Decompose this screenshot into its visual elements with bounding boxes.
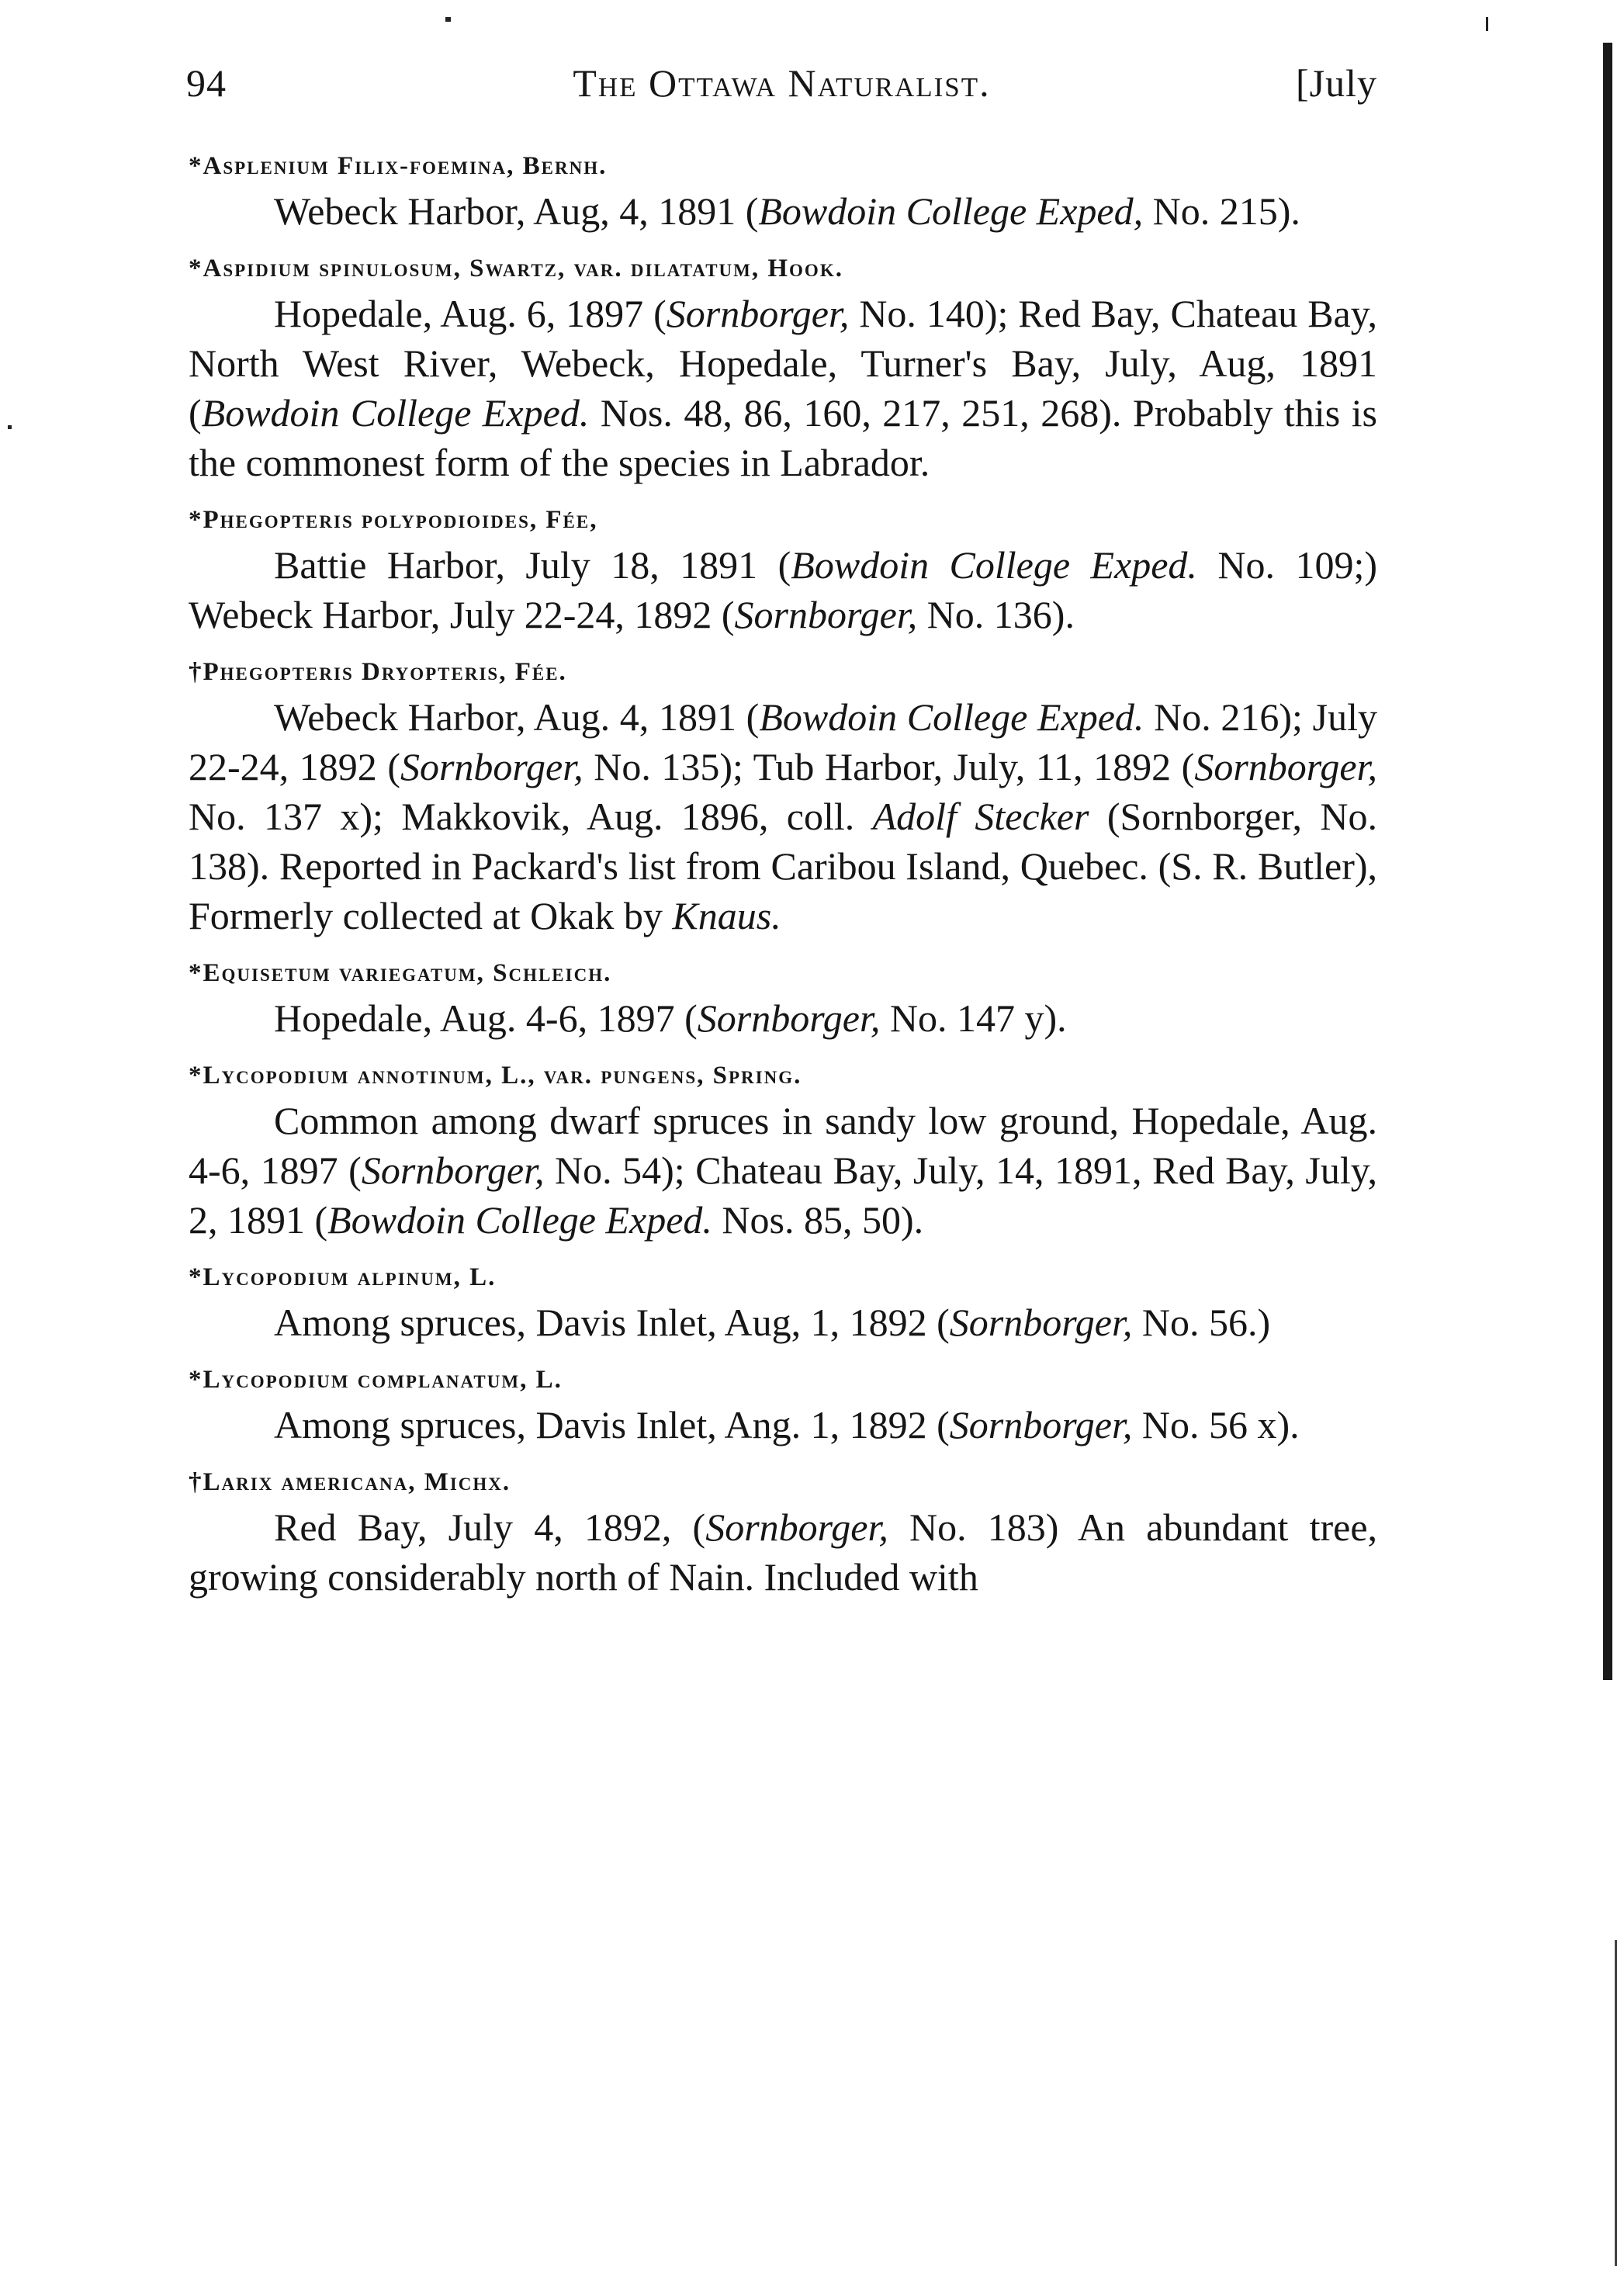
record-text: No. 56.) xyxy=(1132,1301,1271,1344)
page-header xyxy=(186,61,1377,123)
record-text: No. 54); Chateau Bay, July, 14, 1891, Red Bay, July, 2, 1891 ( xyxy=(189,1148,1377,1242)
record-text: No. 136). xyxy=(917,593,1075,636)
ink-speck xyxy=(1486,17,1488,31)
record-text: No. 216); July 22-24, 1892 ( xyxy=(189,695,1377,788)
record-text: Common among dwarf spruces in sandy low ground, Hopedale, Aug. 4-6, 1897 ( xyxy=(189,1099,1377,1192)
ink-speck xyxy=(8,425,12,429)
record-text: No. 56 x). xyxy=(1132,1403,1300,1446)
italic-citation: Sornborger, xyxy=(361,1148,545,1192)
record-text: Hopedale, Aug. 6, 1897 ( xyxy=(274,292,667,335)
italic-citation: Sornborger, xyxy=(697,996,881,1040)
species-entry xyxy=(189,655,1377,941)
species-heading: *Lycopodium alpinum, L. xyxy=(189,1263,497,1291)
species-heading: *Aspidium spinulosum, Swartz, var. dilatatum, Hook. xyxy=(189,255,843,282)
species-entry xyxy=(189,251,1377,487)
species-entry xyxy=(189,503,1377,639)
record-text: Red Bay, July 4, 1892, ( xyxy=(274,1505,706,1549)
species-entry xyxy=(189,149,1377,236)
record-text: Among spruces, Davis Inlet, Aug, 1, 1892 ( xyxy=(274,1301,950,1344)
record-text: Webeck Harbor, Aug, 4, 1891 ( xyxy=(274,189,759,233)
record-text: No. 215). xyxy=(1143,189,1300,233)
italic-citation: Bowdoin College Exped. xyxy=(791,543,1197,587)
italic-citation: Sornborger, xyxy=(666,292,850,335)
species-heading: *Phegopteris polypodioides, Fée, xyxy=(189,506,598,534)
species-record xyxy=(189,1297,1377,1347)
page-body xyxy=(189,149,1377,1617)
record-text: Among spruces, Davis Inlet, Ang. 1, 1892 ( xyxy=(274,1403,950,1446)
species-record xyxy=(189,1096,1377,1245)
species-heading: *Equisetum variegatum, Schleich. xyxy=(189,959,612,987)
issue-month: [July xyxy=(1296,61,1377,105)
italic-citation: Bowdoin College Exped. xyxy=(201,391,590,435)
italic-citation: Sornborger, xyxy=(734,593,918,636)
species-entry xyxy=(189,1260,1377,1347)
binding-edge-rule xyxy=(1603,43,1612,1680)
italic-citation: Sornborger, xyxy=(705,1505,888,1549)
species-entry xyxy=(189,1465,1377,1602)
record-text: No. 183) An abundant tree, growing considerably north of Nain. Included with xyxy=(189,1505,1378,1599)
species-heading: *Asplenium Filix-foemina, Bernh. xyxy=(189,152,608,180)
record-text: Hopedale, Aug. 4-6, 1897 ( xyxy=(274,996,698,1040)
species-record xyxy=(189,993,1377,1043)
record-text: No. 109;) Webeck Harbor, July 22-24, 1892 ( xyxy=(189,543,1377,636)
italic-citation: Sornborger, xyxy=(949,1301,1133,1344)
ink-speck xyxy=(445,17,451,22)
record-text: Nos. 48, 86, 160, 217, 251, 268). Probably this is the commonest form of the species in Labrador. xyxy=(189,391,1377,484)
italic-citation: Knaus. xyxy=(672,894,781,937)
record-text: Battie Harbor, July 18, 1891 ( xyxy=(274,543,791,587)
record-text: No. 137 x); Makkovik, Aug. 1896, coll. xyxy=(189,795,873,838)
journal-title: The Ottawa Naturalist. xyxy=(573,61,991,105)
species-heading: †Phegopteris Dryopteris, Fée. xyxy=(189,658,567,686)
italic-citation: Sornborger, xyxy=(1194,745,1377,788)
species-entry xyxy=(189,1363,1377,1450)
italic-citation: Adolf Stecker xyxy=(872,795,1089,838)
record-text: Nos. 85, 50). xyxy=(712,1198,924,1242)
species-record xyxy=(189,1400,1377,1450)
italic-citation: Bowdoin College Exped. xyxy=(327,1198,712,1242)
species-heading: *Lycopodium annotinum, L., var. pungens, Spring. xyxy=(189,1062,802,1090)
record-text: No. 140); Red Bay, Chateau Bay, North West River, Webeck, Hopedale, Turner's Bay, July, Aug, 1891 ( xyxy=(189,292,1377,435)
record-text: (Sornborger, No. 138). Reported in Packard's list from Caribou Island, Quebec. (S. R. Butler), Formerly collected at Okak by xyxy=(189,795,1377,937)
record-text: No. 147 y). xyxy=(880,996,1067,1040)
species-record xyxy=(189,186,1377,236)
page-number: 94 xyxy=(186,61,227,105)
italic-citation: Sornborger, xyxy=(400,745,583,788)
binding-edge-thin-rule xyxy=(1615,1940,1617,2266)
species-record xyxy=(189,540,1377,639)
record-text: Webeck Harbor, Aug. 4, 1891 ( xyxy=(274,695,760,739)
record-text: No. 135); Tub Harbor, July, 11, 1892 ( xyxy=(583,745,1195,788)
species-entry xyxy=(189,1058,1377,1245)
italic-citation: Bowdoin College Exped, xyxy=(758,189,1144,233)
species-record xyxy=(189,1502,1377,1602)
species-record xyxy=(189,289,1377,487)
species-heading: *Lycopodium complanatum, L. xyxy=(189,1366,563,1394)
species-entry xyxy=(189,956,1377,1043)
italic-citation: Bowdoin College Exped. xyxy=(759,695,1144,739)
italic-citation: Sornborger, xyxy=(949,1403,1133,1446)
species-record xyxy=(189,692,1377,941)
species-heading: †Larix americana, Michx. xyxy=(189,1468,511,1496)
